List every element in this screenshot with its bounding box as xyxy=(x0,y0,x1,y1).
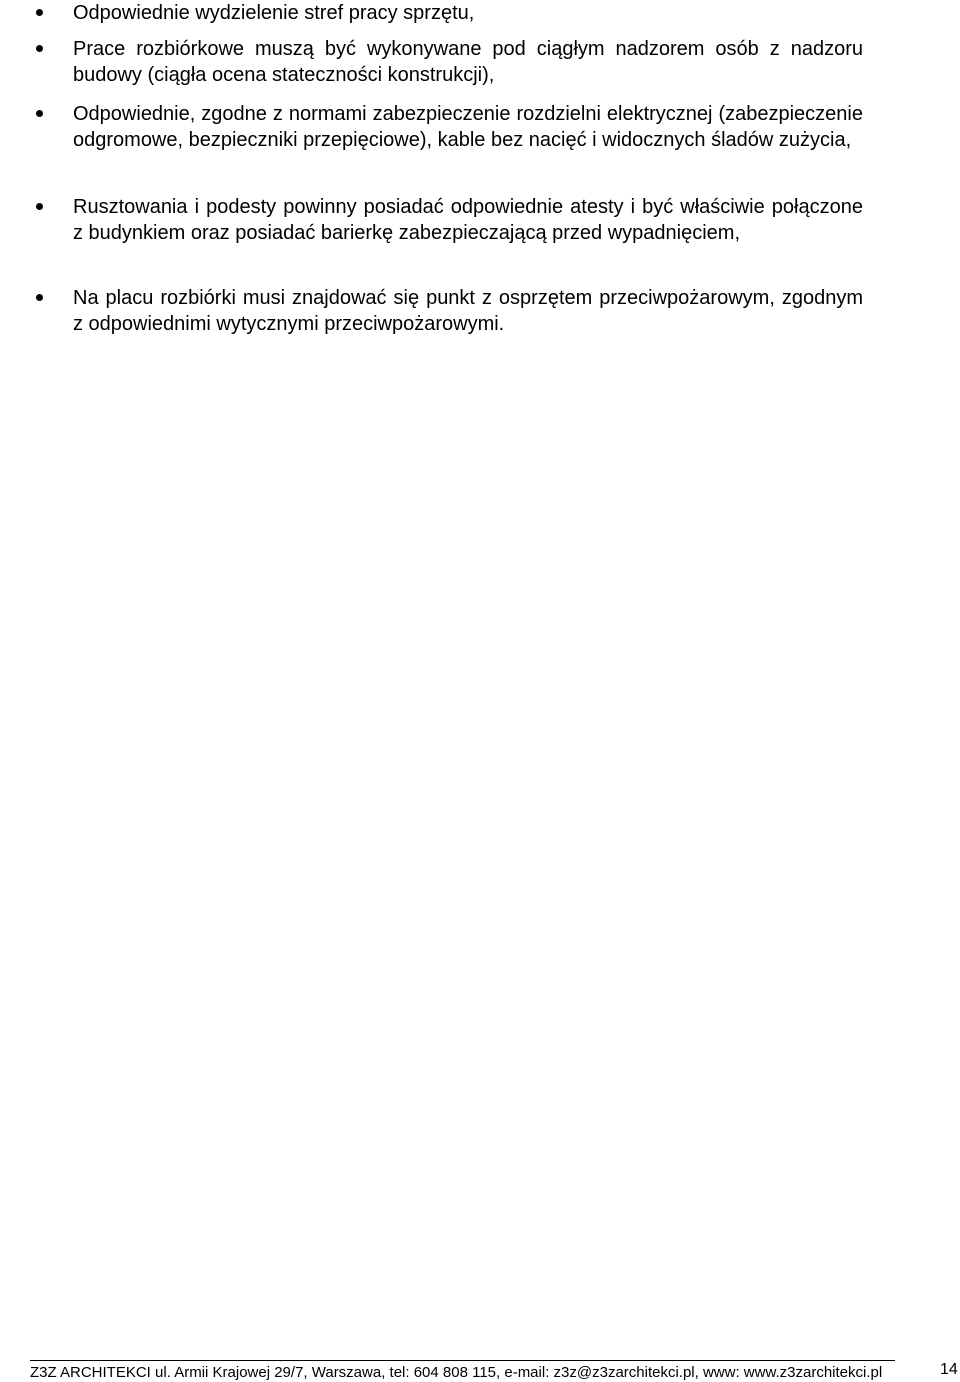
bullet-dot-icon xyxy=(36,203,43,210)
bullet-dot-icon xyxy=(36,110,43,117)
list-item-text: Odpowiednie wydzielenie stref pracy sprzętu, xyxy=(73,2,475,24)
list-item-text: Odpowiednie, zgodne z normami zabezpieczenie rozdzielni elektrycznej (zabezpieczenie odgromowe, bezpieczniki przepięciowe), kable bez nacięć i widocznych śladów zużycia, xyxy=(73,103,863,151)
list-item-text: Prace rozbiórkowe muszą być wykonywane pod ciągłym nadzorem osób z nadzoru budowy (ciągła ocena stateczności konstrukcji), xyxy=(73,38,863,86)
footer-address: Z3Z ARCHITEKCI ul. Armii Krajowej 29/7, Warszawa, tel: 604 808 115, e-mail: z3z@z3zarchitekci.pl, www: www.z3zarchitekci.pl xyxy=(30,1364,883,1381)
list-item-text: Rusztowania i podesty powinny posiadać odpowiednie atesty i być właściwie połączone z budynkiem oraz posiadać barierkę zabezpieczającą przed wypadnięciem, xyxy=(73,196,863,244)
footer-divider xyxy=(30,1360,895,1361)
bullet-dot-icon xyxy=(36,9,43,16)
page-number: 14 xyxy=(940,1361,958,1378)
bullet-dot-icon xyxy=(36,294,43,301)
bullet-dot-icon xyxy=(36,45,43,52)
list-item-text: Na placu rozbiórki musi znajdować się punkt z osprzętem przeciwpożarowym, zgodnym z odpowiednimi wytycznymi przeciwpożarowymi. xyxy=(73,287,863,335)
